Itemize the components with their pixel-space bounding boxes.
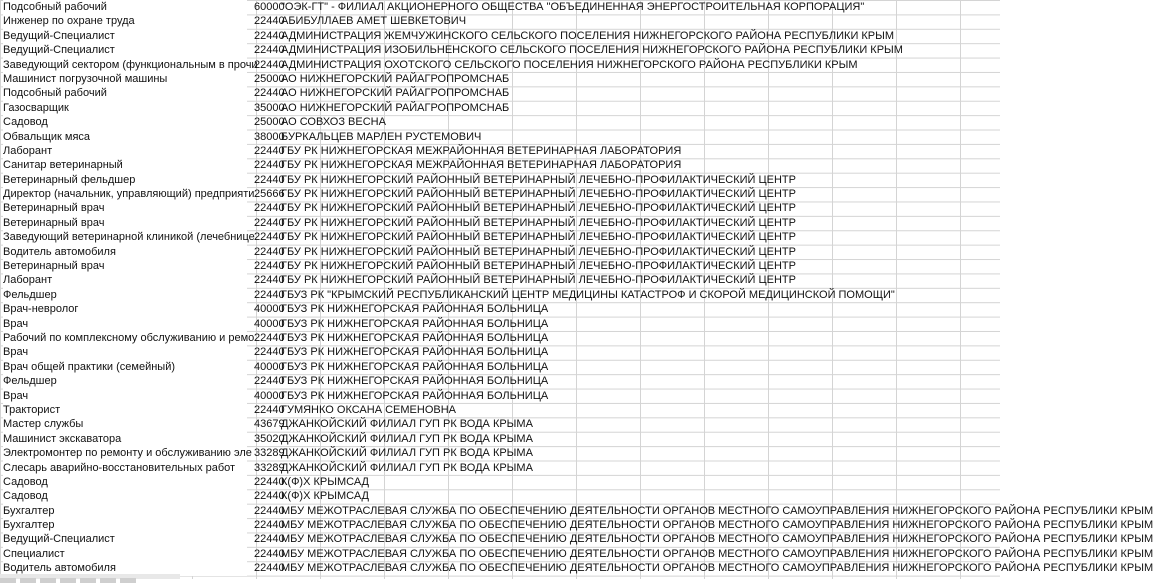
cell-salary[interactable]: 43679	[254, 418, 285, 431]
cell-job-title[interactable]: Газосварщик	[3, 101, 247, 115]
cell-job-title[interactable]: Инженер по охране труда	[3, 14, 247, 28]
cell-salary[interactable]: 22440	[254, 346, 285, 359]
cell-organization[interactable]: МБУ МЕЖОТРАСЛЕВАЯ СЛУЖБА ПО ОБЕСПЕЧЕНИЮ ДЕЯТЕЛЬНОСТИ ОРГАНОВ МЕСТНОГО САМОУПРАВЛЕНИЯ НИЖНЕГОРСКОГО РАЙОНА РЕСПУБЛИКИ КРЫМ	[281, 533, 1153, 546]
cell-salary[interactable]: 22440	[254, 202, 285, 215]
table-row	[0, 259, 1000, 273]
table-row	[0, 115, 1000, 129]
cell-salary[interactable]: 25000	[254, 116, 285, 129]
sheet-tab[interactable]	[120, 578, 136, 583]
table-row	[0, 547, 1153, 561]
cell-job-title[interactable]: Водитель автомобиля	[3, 245, 247, 259]
cell-job-title[interactable]: Бухгалтер	[3, 518, 247, 532]
table-row	[0, 302, 1000, 316]
cell-salary[interactable]: 22440	[254, 44, 285, 57]
cell-job-title[interactable]: Ведущий-Специалист	[3, 43, 247, 57]
cell-organization[interactable]: ГБУ РК НИЖНЕГОРСКАЯ МЕЖРАЙОННАЯ ВЕТЕРИНАРНАЯ ЛАБОРАТОРИЯ	[281, 144, 682, 157]
cell-job-title[interactable]: Машинист экскаватора	[3, 432, 247, 446]
cell-salary[interactable]: 22440	[254, 15, 285, 28]
cell-salary[interactable]: 35000	[254, 101, 285, 114]
cell-organization[interactable]: К(Ф)Х КРЫМСАД	[281, 475, 369, 488]
cell-organization[interactable]: ГБУЗ РК НИЖНЕГОРСКАЯ РАЙОННАЯ БОЛЬНИЦА	[281, 331, 549, 344]
cell-organization[interactable]: МБУ МЕЖОТРАСЛЕВАЯ СЛУЖБА ПО ОБЕСПЕЧЕНИЮ ДЕЯТЕЛЬНОСТИ ОРГАНОВ МЕСТНОГО САМОУПРАВЛЕНИЯ НИЖНЕГОРСКОГО РАЙОНА РЕСПУБЛИКИ КРЫМ	[281, 519, 1153, 532]
cell-salary[interactable]: 22440	[254, 547, 285, 560]
cell-salary[interactable]: 33289	[254, 447, 285, 460]
cell-salary[interactable]: 25000	[254, 72, 285, 85]
table-row	[0, 331, 1000, 345]
cell-job-title[interactable]: Специалист	[3, 547, 247, 561]
table-row	[0, 14, 1000, 28]
cell-salary[interactable]: 22440	[254, 519, 285, 532]
cell-salary[interactable]: 35020	[254, 432, 285, 445]
sheet-tab[interactable]	[60, 578, 76, 583]
cell-organization[interactable]: ГБУ РК НИЖНЕГОРСКИЙ РАЙОННЫЙ ВЕТЕРИНАРНЫЙ ЛЕЧЕБНО-ПРОФИЛАКТИЧЕСКИЙ ЦЕНТР	[281, 216, 796, 229]
table-row	[0, 432, 1000, 446]
cell-salary[interactable]: 60000	[254, 1, 285, 13]
table-row	[0, 58, 1000, 72]
cell-job-title[interactable]: Садовод	[3, 489, 247, 503]
cell-job-title[interactable]: Водитель автомобиля	[3, 561, 247, 575]
table-row	[0, 173, 1000, 187]
cell-organization[interactable]: ДЖАНКОЙСКИЙ ФИЛИАЛ ГУП РК ВОДА КРЫМА	[281, 447, 533, 460]
cell-salary[interactable]: 22440	[254, 403, 285, 416]
cell-salary[interactable]: 22440	[254, 533, 285, 546]
cell-organization[interactable]: ГУМЯНКО ОКСАНА СЕМЕНОВНА	[281, 403, 457, 416]
table-row	[0, 86, 1000, 100]
cell-salary[interactable]: 22440	[254, 475, 285, 488]
cell-organization[interactable]: АО НИЖНЕГОРСКИЙ РАЙАГРОПРОМСНАБ	[281, 87, 510, 100]
cell-job-title[interactable]: Бухгалтер	[3, 504, 247, 518]
table-row	[0, 158, 1000, 172]
cell-organization[interactable]: К(Ф)Х КРЫМСАД	[281, 490, 369, 503]
cell-organization[interactable]: ГБУ РК НИЖНЕГОРСКИЙ РАЙОННЫЙ ВЕТЕРИНАРНЫЙ ЛЕЧЕБНО-ПРОФИЛАКТИЧЕСКИЙ ЦЕНТР	[281, 260, 796, 273]
table-row	[0, 532, 1153, 546]
cell-salary[interactable]: 38000	[254, 130, 285, 143]
table-row	[0, 504, 1153, 518]
cell-job-title[interactable]: Заведующий сектором (функциональным в прочи	[3, 58, 258, 71]
table-row	[0, 130, 1000, 144]
table-row	[0, 101, 1000, 115]
cell-organization[interactable]: ДЖАНКОЙСКИЙ ФИЛИАЛ ГУП РК ВОДА КРЫМА	[281, 418, 533, 431]
cell-salary[interactable]: 22440	[254, 144, 285, 157]
cell-job-title[interactable]: Тракторист	[3, 403, 247, 417]
cell-job-title[interactable]: Обвальщик мяса	[3, 130, 247, 144]
cell-organization[interactable]: ГБУ РК НИЖНЕГОРСКАЯ МЕЖРАЙОННАЯ ВЕТЕРИНАРНАЯ ЛАБОРАТОРИЯ	[281, 159, 682, 172]
cell-salary[interactable]: 25666	[254, 188, 285, 201]
cell-organization[interactable]: ГБУ РК НИЖНЕГОРСКИЙ РАЙОННЫЙ ВЕТЕРИНАРНЫЙ ЛЕЧЕБНО-ПРОФИЛАКТИЧЕСКИЙ ЦЕНТР	[281, 231, 796, 244]
cell-job-title[interactable]: Рабочий по комплексному обслуживанию и ремо	[3, 331, 255, 344]
cell-organization[interactable]: МБУ МЕЖОТРАСЛЕВАЯ СЛУЖБА ПО ОБЕСПЕЧЕНИЮ ДЕЯТЕЛЬНОСТИ ОРГАНОВ МЕСТНОГО САМОУПРАВЛЕНИЯ НИЖНЕГОРСКОГО РАЙОНА РЕСПУБЛИКИ КРЫМ	[281, 547, 1153, 560]
cell-organization[interactable]: АО НИЖНЕГОРСКИЙ РАЙАГРОПРОМСНАБ	[281, 101, 510, 114]
cell-salary[interactable]: 22440	[254, 245, 285, 258]
cell-salary[interactable]: 22440	[254, 260, 285, 273]
cell-salary[interactable]: 22440	[254, 331, 285, 344]
cell-organization[interactable]: АДМИНИСТРАЦИЯ ИЗОБИЛЬНЕНСКОГО СЕЛЬСКОГО ПОСЕЛЕНИЯ НИЖНЕГОРСКОГО РАЙОНА РЕСПУБЛИКИ КРЫМ	[281, 44, 903, 57]
cell-organization[interactable]: ГБУ РК НИЖНЕГОРСКИЙ РАЙОННЫЙ ВЕТЕРИНАРНЫЙ ЛЕЧЕБНО-ПРОФИЛАКТИЧЕСКИЙ ЦЕНТР	[281, 188, 796, 201]
cell-salary[interactable]: 22440	[254, 375, 285, 388]
cell-organization[interactable]: ГБУЗ РК НИЖНЕГОРСКАЯ РАЙОННАЯ БОЛЬНИЦА	[281, 360, 549, 373]
cell-job-title[interactable]: Врач	[3, 389, 247, 403]
table-row	[0, 446, 1000, 460]
cell-salary[interactable]: 40000	[254, 389, 285, 402]
cell-job-title[interactable]: Врач-невролог	[3, 302, 247, 316]
sheet-tab[interactable]	[80, 578, 96, 583]
cell-job-title[interactable]: Врач	[3, 317, 247, 331]
cell-organization[interactable]: АДМИНИСТРАЦИЯ ЖЕМЧУЖИНСКОГО СЕЛЬСКОГО ПОСЕЛЕНИЯ НИЖНЕГОРСКОГО РАЙОНА РЕСПУБЛИКИ КРЫМ	[281, 29, 895, 42]
cell-organization[interactable]: АО СОВХОЗ ВЕСНА	[281, 116, 386, 129]
cell-salary[interactable]: 22440	[254, 159, 285, 172]
cell-job-title[interactable]: Машинист погрузочной машины	[3, 72, 247, 86]
cell-organization[interactable]: ГБУ РК НИЖНЕГОРСКИЙ РАЙОННЫЙ ВЕТЕРИНАРНЫЙ ЛЕЧЕБНО-ПРОФИЛАКТИЧЕСКИЙ ЦЕНТР	[281, 245, 796, 258]
table-row	[0, 461, 1000, 475]
cell-salary[interactable]: 22440	[254, 274, 285, 287]
cell-salary[interactable]: 22440	[254, 504, 285, 517]
cell-salary[interactable]: 22440	[254, 490, 285, 503]
table-row	[0, 72, 1000, 86]
cell-salary[interactable]: 22440	[254, 173, 285, 186]
table-row	[0, 0, 1000, 14]
cell-job-title[interactable]: Лаборант	[3, 144, 247, 158]
cell-salary[interactable]: 22440	[254, 288, 285, 301]
cell-job-title[interactable]: Ведущий-Специалист	[3, 532, 247, 546]
cell-organization[interactable]: ГБУ РК НИЖНЕГОРСКИЙ РАЙОННЫЙ ВЕТЕРИНАРНЫЙ ЛЕЧЕБНО-ПРОФИЛАКТИЧЕСКИЙ ЦЕНТР	[281, 173, 796, 186]
table-row	[0, 245, 1000, 259]
cell-organization[interactable]: ГБУ РК НИЖНЕГОРСКИЙ РАЙОННЫЙ ВЕТЕРИНАРНЫЙ ЛЕЧЕБНО-ПРОФИЛАКТИЧЕСКИЙ ЦЕНТР	[281, 274, 796, 287]
cell-job-title[interactable]: Садовод	[3, 115, 247, 129]
sheet-tab[interactable]	[100, 578, 116, 583]
cell-organization[interactable]: "ОЭК-ГТ" - ФИЛИАЛ АКЦИОНЕРНОГО ОБЩЕСТВА "ОБЪЕДИНЕННАЯ ЭНЕРГОСТРОИТЕЛЬНАЯ КОРПОРАЦИЯ"	[281, 1, 865, 13]
cell-salary[interactable]: 40000	[254, 360, 285, 373]
table-row	[0, 518, 1153, 532]
cell-organization[interactable]: БУРКАЛЬЦЕВ МАРЛЕН РУСТЕМОВИЧ	[281, 130, 482, 143]
cell-job-title[interactable]: Врач общей практики (семейный)	[3, 360, 247, 374]
cell-job-title[interactable]: Врач	[3, 345, 247, 359]
cell-organization[interactable]: ГБУЗ РК НИЖНЕГОРСКАЯ РАЙОННАЯ БОЛЬНИЦА	[281, 375, 549, 388]
cell-organization[interactable]: АДМИНИСТРАЦИЯ ОХОТСКОГО СЕЛЬСКОГО ПОСЕЛЕНИЯ НИЖНЕГОРСКОГО РАЙОНА РЕСПУБЛИКИ КРЫМ	[281, 58, 858, 71]
cell-job-title[interactable]: Санитар ветеринарный	[3, 158, 247, 172]
cell-organization[interactable]: ГБУЗ РК НИЖНЕГОРСКАЯ РАЙОННАЯ БОЛЬНИЦА	[281, 346, 549, 359]
cell-job-title[interactable]: Мастер службы	[3, 417, 247, 431]
table-row	[0, 345, 1000, 359]
table-row	[0, 417, 1000, 431]
cell-salary[interactable]: 22440	[254, 58, 285, 71]
cell-organization[interactable]: АБИБУЛЛАЕВ АМЕТ ШЕВКЕТОВИЧ	[281, 15, 467, 28]
cell-job-title[interactable]: Фельдшер	[3, 288, 247, 302]
cell-job-title[interactable]: Директор (начальник, управляющий) предприяти	[3, 188, 255, 201]
table-row	[0, 29, 1000, 43]
cell-job-title[interactable]: Заведующий ветеринарной клиникой (лечебнице	[3, 231, 255, 244]
table-row	[0, 43, 1000, 57]
cell-job-title[interactable]: Слесарь аварийно-восстановительных работ	[3, 461, 247, 475]
table-row	[0, 475, 1000, 489]
cell-salary[interactable]: 22440	[254, 87, 285, 100]
cell-salary[interactable]: 33289	[254, 461, 285, 474]
table-row	[0, 201, 1000, 215]
cell-job-title[interactable]: Подсобный рабочий	[3, 86, 247, 100]
cell-salary[interactable]: 22440	[254, 231, 285, 244]
cell-job-title[interactable]: Фельдшер	[3, 374, 247, 388]
cell-salary[interactable]: 22440	[254, 216, 285, 229]
cell-job-title[interactable]: Лаборант	[3, 273, 247, 287]
cell-organization[interactable]: ГБУ РК НИЖНЕГОРСКИЙ РАЙОННЫЙ ВЕТЕРИНАРНЫЙ ЛЕЧЕБНО-ПРОФИЛАКТИЧЕСКИЙ ЦЕНТР	[281, 202, 796, 215]
cell-salary[interactable]: 40000	[254, 303, 285, 316]
cell-organization[interactable]: ГБУЗ РК НИЖНЕГОРСКАЯ РАЙОННАЯ БОЛЬНИЦА	[281, 303, 549, 316]
cell-organization[interactable]: МБУ МЕЖОТРАСЛЕВАЯ СЛУЖБА ПО ОБЕСПЕЧЕНИЮ ДЕЯТЕЛЬНОСТИ ОРГАНОВ МЕСТНОГО САМОУПРАВЛЕНИЯ НИЖНЕГОРСКОГО РАЙОНА РЕСПУБЛИКИ КРЫМ	[281, 562, 1153, 575]
table-row	[0, 144, 1000, 158]
sheet-tab[interactable]	[20, 578, 36, 583]
cell-organization[interactable]: МБУ МЕЖОТРАСЛЕВАЯ СЛУЖБА ПО ОБЕСПЕЧЕНИЮ ДЕЯТЕЛЬНОСТИ ОРГАНОВ МЕСТНОГО САМОУПРАВЛЕНИЯ НИЖНЕГОРСКОГО РАЙОНА РЕСПУБЛИКИ КРЫМ	[281, 504, 1153, 517]
table-row	[0, 317, 1000, 331]
table-row	[0, 389, 1000, 403]
cell-organization[interactable]: ГБУЗ РК НИЖНЕГОРСКАЯ РАЙОННАЯ БОЛЬНИЦА	[281, 317, 549, 330]
cell-job-title[interactable]: Садовод	[3, 475, 247, 489]
table-row	[0, 230, 1000, 244]
sheet-tabs-strip[interactable]	[0, 574, 180, 579]
sheet-tab[interactable]	[0, 578, 16, 583]
table-row	[0, 273, 1000, 287]
cell-job-title[interactable]: Электромонтер по ремонту и обслуживанию эле	[3, 447, 252, 460]
cell-organization[interactable]: ГБУЗ РК "КРЫМСКИЙ РЕСПУБЛИКАНСКИЙ ЦЕНТР МЕДИЦИНЫ КАТАСТРОФ И СКОРОЙ МЕДИЦИНСКОЙ ПОМОЩИ"	[281, 288, 895, 301]
table-row	[0, 403, 1000, 417]
cell-organization[interactable]: ДЖАНКОЙСКИЙ ФИЛИАЛ ГУП РК ВОДА КРЫМА	[281, 461, 533, 474]
cell-job-title[interactable]: Ветеринарный врач	[3, 216, 247, 230]
cell-job-title[interactable]: Ветеринарный врач	[3, 201, 247, 215]
cell-job-title[interactable]: Ветеринарный фельдшер	[3, 173, 247, 187]
table-row	[0, 216, 1000, 230]
cell-job-title[interactable]: Ведущий-Специалист	[3, 29, 247, 43]
cell-salary[interactable]: 22440	[254, 29, 285, 42]
cell-job-title[interactable]: Подсобный рабочий	[3, 0, 247, 14]
table-row	[0, 187, 1000, 201]
table-row	[0, 489, 1000, 503]
sheet-tab[interactable]	[40, 578, 56, 583]
cell-organization[interactable]: ГБУЗ РК НИЖНЕГОРСКАЯ РАЙОННАЯ БОЛЬНИЦА	[281, 389, 549, 402]
cell-organization[interactable]: ДЖАНКОЙСКИЙ ФИЛИАЛ ГУП РК ВОДА КРЫМА	[281, 432, 533, 445]
cell-job-title[interactable]: Ветеринарный врач	[3, 259, 247, 273]
cell-salary[interactable]: 40000	[254, 317, 285, 330]
table-row	[0, 360, 1000, 374]
table-row	[0, 288, 1000, 302]
table-row	[0, 374, 1000, 388]
cell-organization[interactable]: АО НИЖНЕГОРСКИЙ РАЙАГРОПРОМСНАБ	[281, 72, 510, 85]
cell-salary[interactable]: 22440	[254, 562, 285, 575]
